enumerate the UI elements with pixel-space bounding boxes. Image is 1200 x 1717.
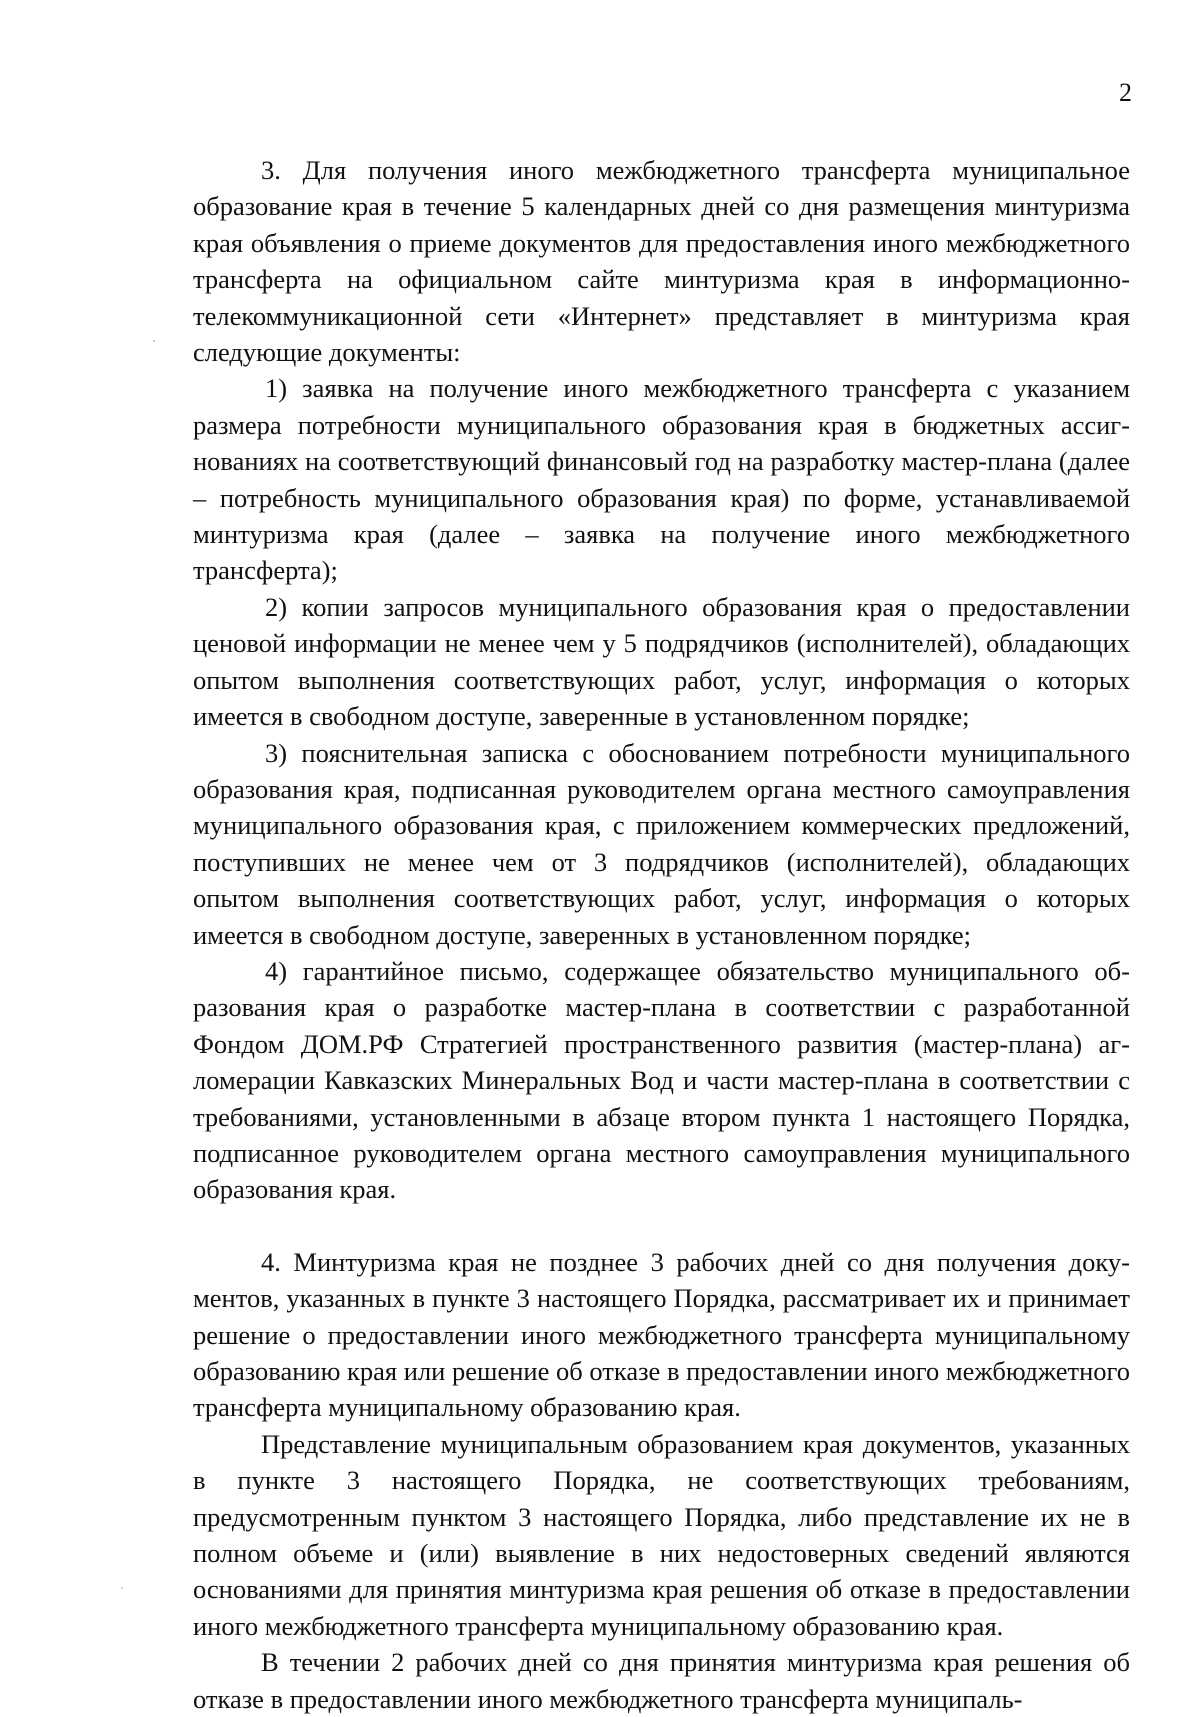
- paragraph-item-4: 4. Минтуризма края не позднее 3 рабочих дней со дня получения документов, указанных в пункте 3 настоящего Порядка, рассматривает их и принимает решение о предоставлении иного межбюджетного трансферта муниципальному образованию края или решение об отказе в предоставлении иного межбюджетного трансферта муниципальному образованию края.: [193, 1246, 1130, 1423]
- page-number: 2: [1119, 78, 1132, 107]
- paragraph-refusal-grounds: Представление муниципальным образованием края документов, указанных в пункте 3 настоящего Порядка, не соответствующих требованиям, предусмотренным пунктом 3 настоящего Порядка, либо представление их не в полном объеме и (или) выявление в них недостоверных сведений являются основаниями для принятия минтуризма края решения об отказе в предоставлении иного межбюджетного трансферта муниципальному образованию края.: [193, 1428, 1130, 1641]
- scan-speck: [153, 340, 155, 342]
- paragraph-item-3: 3. Для получения иного межбюджетного трансферта муниципальное образование края в течение 5 календарных дней со дня размещения минтуризма края объявления о приеме документов для предоставления иного межбюджетного трансферта на официальном сайте минтуризма края в информационно-телекоммуникационной сети «Интернет» представляет в минтуризма края следующие документы:: [193, 155, 1130, 368]
- paragraph-subitem-3: 3) пояснительная записка с обоснованием потребности муниципального образования края, подписанная руководителем органа местного самоуправления муниципального образования края, с приложением коммерческих предложений, поступивших не менее чем от 3 подрядчиков (исполнителей), обладающих опытом выполнения соответствующих работ, услуг, информация о которых имеется в свободном доступе, заверенных в установленном порядке;: [193, 737, 1130, 950]
- scan-speck: [121, 1587, 123, 1589]
- paragraph-subitem-2: 2) копии запросов муниципального образования края о предоставлении ценовой информации не менее чем у 5 подрядчиков (исполнителей), обладающих опытом выполнения соответствующих работ, услуг, информация о которых имеется в свободном доступе, заверенные в установленном порядке;: [193, 591, 1130, 732]
- paragraph-refusal-notice: В течении 2 рабочих дней со дня принятия минтуризма края решения об отказе в предоставлении иного межбюджетного трансферта муниципаль-: [193, 1647, 1130, 1714]
- paragraph-subitem-1: 1) заявка на получение иного межбюджетного трансферта с указанием размера потребности муниципального образования края в бюджетных ассигнованиях на соответствующий финансовый год на разработку мастер-плана (далее – потребность муниципального образования края) по форме, устанавливаемой минтуризма края (далее – заявка на получение иного межбюджетного трансферта);: [193, 373, 1130, 586]
- document-body: [193, 152, 1130, 1717]
- paragraph-subitem-4: 4) гарантийное письмо, содержащее обязательство муниципального образования края о разработке мастер-плана в соответствии с разработанной Фондом ДОМ.РФ Стратегией пространственного развития (мастер-плана) агломерации Кавказских Минеральных Вод и части мастер-плана в соответствии с требованиями, установленными в абзаце втором пункта 1 настоящего Порядка, подписанное руководителем органа местного самоуправления муниципального образования края.: [193, 955, 1130, 1205]
